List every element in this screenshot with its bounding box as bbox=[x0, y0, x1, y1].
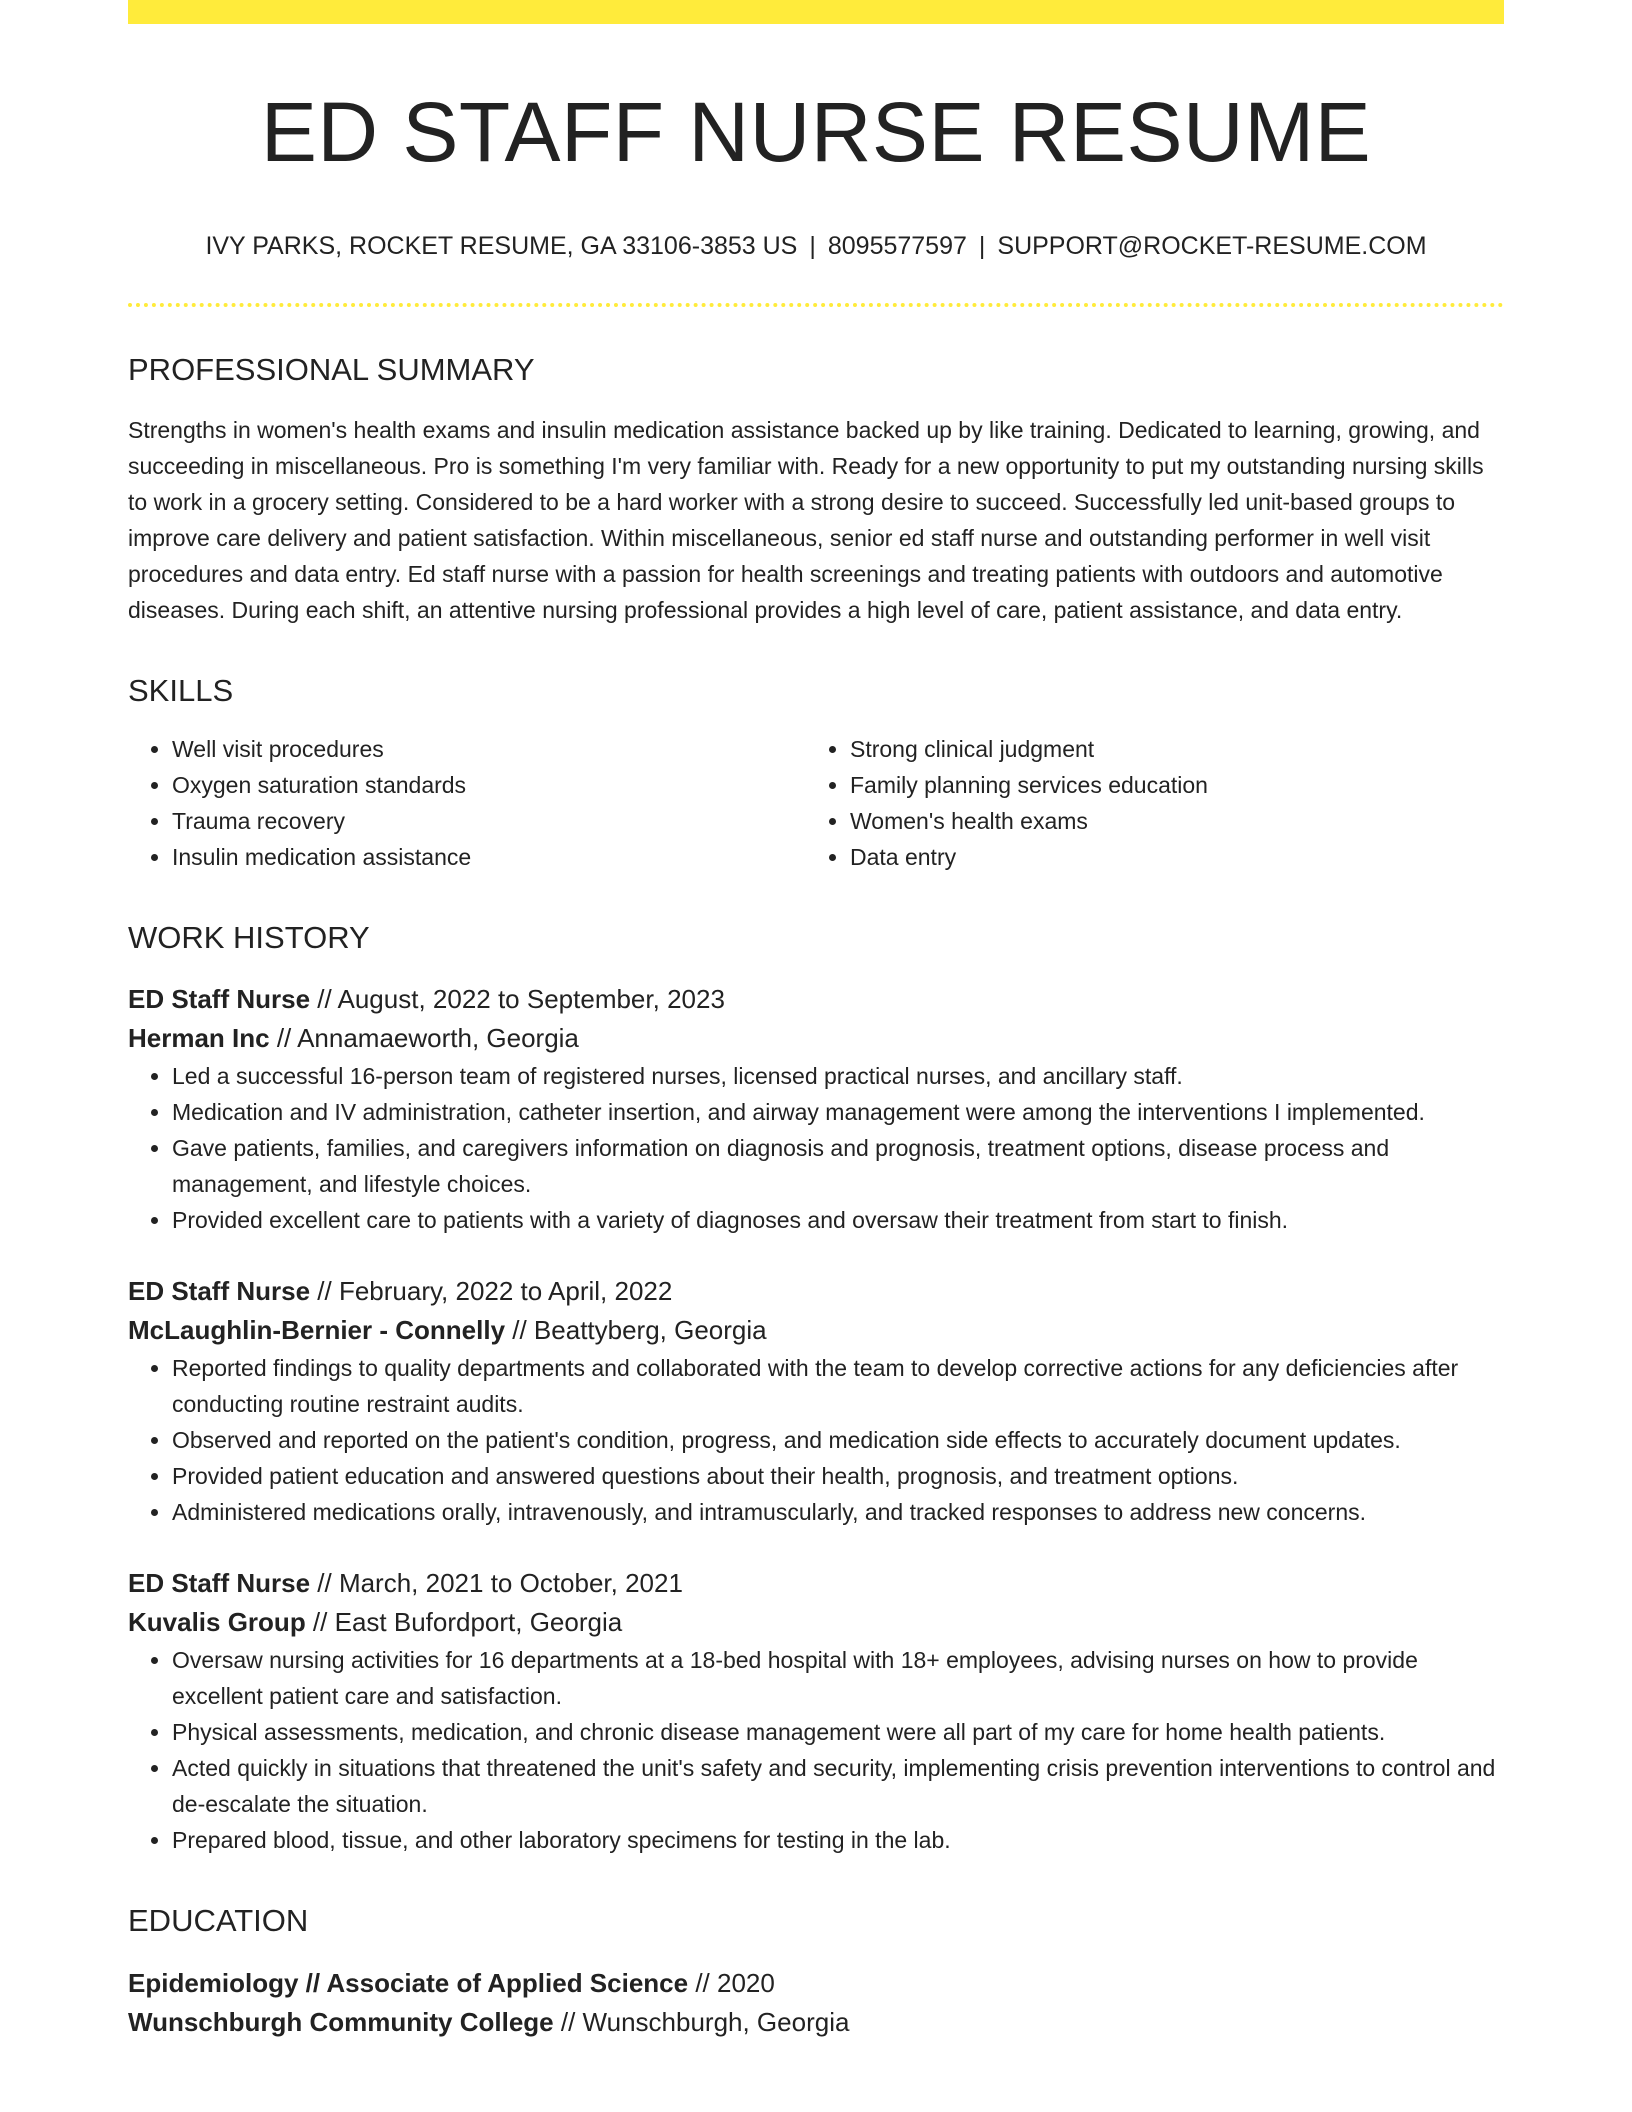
divider bbox=[128, 303, 1504, 307]
skill-item: • Women's health exams bbox=[850, 803, 1504, 839]
job-location: // East Bufordport, Georgia bbox=[305, 1607, 623, 1638]
education-school-line bbox=[128, 2003, 1504, 2042]
job-duties bbox=[128, 1642, 1504, 1858]
job-company-line bbox=[128, 1019, 1504, 1058]
job-location: // Beattyberg, Georgia bbox=[505, 1315, 767, 1346]
job-title: ED Staff Nurse bbox=[128, 1568, 311, 1599]
education-degree: Epidemiology // Associate of Applied Science bbox=[128, 1967, 689, 1998]
education-school: Wunschburgh Community College bbox=[128, 2006, 554, 2037]
job-dates: // March, 2021 to October, 2021 bbox=[310, 1568, 683, 1599]
job-duty: • Gave patients, families, and caregivers information on diagnosis and prognosis, treatment options, disease process and management, and lifestyle choices. bbox=[172, 1130, 1504, 1202]
job-duties bbox=[128, 1350, 1504, 1530]
job-duty: • Medication and IV administration, catheter insertion, and airway management were among the interventions I implemented. bbox=[172, 1094, 1504, 1130]
job-duties bbox=[128, 1058, 1504, 1238]
job-duty: • Observed and reported on the patient's condition, progress, and medication side effects to accurately document updates. bbox=[172, 1422, 1504, 1458]
contact-separator: | bbox=[978, 232, 986, 261]
education-year: // 2020 bbox=[688, 1967, 775, 1998]
education-section bbox=[128, 1902, 1504, 2041]
job-dates: // August, 2022 to September, 2023 bbox=[310, 984, 725, 1015]
summary-heading: PROFESSIONAL SUMMARY bbox=[128, 351, 535, 387]
contact-line bbox=[128, 230, 1504, 263]
education-entry bbox=[128, 1964, 1504, 2042]
job-entry bbox=[128, 980, 1504, 1238]
skill-item: • Well visit procedures bbox=[172, 731, 806, 767]
resume-title: ED STAFF NURSE RESUME bbox=[260, 85, 1372, 179]
skills-list-left bbox=[128, 731, 806, 875]
job-duty: • Prepared blood, tissue, and other laboratory specimens for testing in the lab. bbox=[172, 1822, 1504, 1858]
job-duty: • Led a successful 16-person team of registered nurses, licensed practical nurses, and ancillary staff. bbox=[172, 1058, 1504, 1094]
contact-email: SUPPORT@ROCKET-RESUME.COM bbox=[997, 232, 1427, 261]
summary-section bbox=[128, 351, 1504, 628]
accent-bar bbox=[128, 0, 1504, 24]
education-location: // Wunschburgh, Georgia bbox=[553, 2006, 850, 2037]
skills-grid bbox=[128, 731, 1504, 875]
job-title-line bbox=[128, 1272, 1504, 1311]
skill-item: • Oxygen saturation standards bbox=[172, 767, 806, 803]
job-duty: • Reported findings to quality departments and collaborated with the team to develop corrective actions for any deficiencies after conducting routine restraint audits. bbox=[172, 1350, 1504, 1422]
job-company: Herman Inc bbox=[128, 1023, 270, 1054]
job-title: ED Staff Nurse bbox=[128, 1276, 311, 1307]
job-company-line bbox=[128, 1603, 1504, 1642]
work-history-heading: WORK HISTORY bbox=[128, 920, 370, 956]
job-duty: • Provided patient education and answered questions about their health, prognosis, and treatment options. bbox=[172, 1458, 1504, 1494]
job-duty: • Physical assessments, medication, and chronic disease management were all part of my care for home health patients. bbox=[172, 1714, 1504, 1750]
work-history-section bbox=[128, 919, 1504, 1858]
skill-item: • Insulin medication assistance bbox=[172, 839, 806, 875]
summary-text: Strengths in women's health exams and insulin medication assistance backed up by like training. Dedicated to learning, growing, and succeeding in miscellaneous. Pro is something I'm very familiar with. Ready for a new opportunity to put my outstanding nursing skills to work in a grocery setting. Considered to be a hard worker with a strong desire to succeed. Successfully led unit-based groups to improve care delivery and patient satisfaction. Within miscellaneous, senior ed staff nurse and outstanding performer in well visit procedures and data entry. Ed staff nurse with a passion for health screenings and treating patients with outdoors and automotive diseases. During each shift, an attentive nursing professional provides a high level of care, patient assistance, and data entry. bbox=[128, 417, 1484, 624]
skills-section bbox=[128, 672, 1504, 875]
job-company: McLaughlin-Bernier - Connelly bbox=[128, 1315, 506, 1346]
contact-separator: | bbox=[809, 232, 816, 261]
contact-phone: 8095577597 bbox=[827, 232, 967, 261]
education-heading: EDUCATION bbox=[128, 1903, 309, 1939]
job-location: // Annamaeworth, Georgia bbox=[269, 1023, 579, 1054]
job-duty: • Oversaw nursing activities for 16 departments at a 18-bed hospital with 18+ employees, advising nurses on how to provide excellent patient care and satisfaction. bbox=[172, 1642, 1504, 1714]
job-company-line bbox=[128, 1311, 1504, 1350]
skills-list-right bbox=[806, 731, 1504, 875]
job-duty: • Administered medications orally, intravenously, and intramuscularly, and tracked responses to address new concerns. bbox=[172, 1494, 1504, 1530]
job-dates: // February, 2022 to April, 2022 bbox=[310, 1276, 673, 1307]
contact-address: IVY PARKS, ROCKET RESUME, GA 33106-3853 US bbox=[205, 232, 798, 261]
skill-item: • Family planning services education bbox=[850, 767, 1504, 803]
skills-heading: SKILLS bbox=[128, 673, 234, 709]
skill-item: • Data entry bbox=[850, 839, 1504, 875]
job-title: ED Staff Nurse bbox=[128, 984, 311, 1015]
job-duty: • Provided excellent care to patients with a variety of diagnoses and oversaw their treatment from start to finish. bbox=[172, 1202, 1504, 1238]
job-title-line bbox=[128, 980, 1504, 1019]
job-entry bbox=[128, 1272, 1504, 1530]
job-title-line bbox=[128, 1564, 1504, 1603]
job-entry bbox=[128, 1564, 1504, 1858]
education-degree-line bbox=[128, 1964, 1504, 2003]
job-duty: • Acted quickly in situations that threatened the unit's safety and security, implementing crisis prevention interventions to control and de-escalate the situation. bbox=[172, 1750, 1504, 1822]
skill-item: • Strong clinical judgment bbox=[850, 731, 1504, 767]
skill-item: • Trauma recovery bbox=[172, 803, 806, 839]
resume-page bbox=[128, 0, 1504, 2042]
job-company: Kuvalis Group bbox=[128, 1607, 306, 1638]
